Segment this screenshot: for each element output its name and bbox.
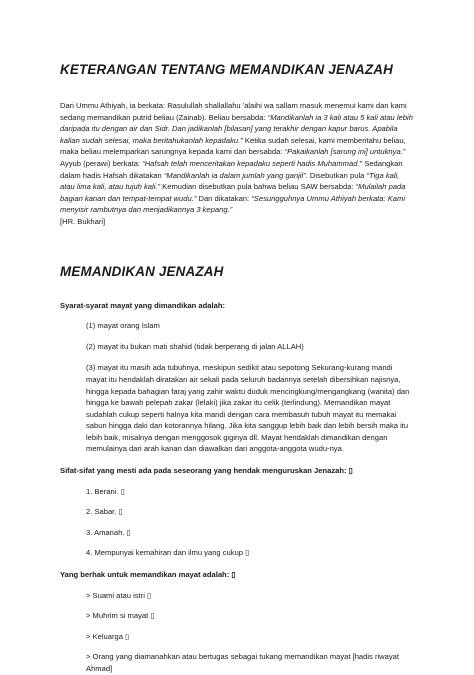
- hadith-quote: “Pakaikanlah [sarung ini] untuknya.”: [284, 147, 406, 157]
- hadith-text: Disebutkan pula: [307, 170, 367, 180]
- hadith-text: Ayyub (perawi) berkata:: [60, 158, 143, 168]
- hadith-text: Sedangkan dalam hadis Hafsah dikatakan: [60, 158, 403, 180]
- section-title-memandikan: MEMANDIKAN JENAZAH: [60, 263, 224, 279]
- list-item: 2. Sabar. ▯: [86, 507, 123, 517]
- list-item: > Keluarga ▯: [86, 631, 130, 641]
- hadith-text: Dan dikatakan:: [196, 193, 252, 203]
- berhak-heading: Yang berhak untuk memandikan mayat adalah: ▯: [60, 570, 236, 580]
- sifat-heading: Sifat-sifat yang mesti ada pada seseorang yang hendak menguruskan Jenazah: ▯: [60, 466, 353, 476]
- list-item: (2) mayat itu bukan mati shahid (tidak berperang di jalan ALLAH): [86, 341, 304, 351]
- hadith-text: Kemudian disebutkan pula bahwa beliau SAW bersabda:: [160, 182, 356, 192]
- list-item: 1. Berani. ▯: [86, 486, 125, 496]
- hadith-text: Ketika sudah selesai, kami memberitahu beliau, maka beliau melemparkan sarungnya kepada kami dan bersabda:: [60, 135, 406, 157]
- hadith-source: [HR. Bukhari]: [60, 216, 106, 226]
- list-item: > Muhrim si mayat ▯: [86, 611, 155, 621]
- hadith-quote: “Mandikanlah ia 3 kali atau 5 kali atau lebih daripada itu dengan air dan Sidr. Dan jadikanlah [bilasan] yang terakhir dengan kapur barus. Apabila kalian sudah selesai, maka beritahukanlah kepadaku.”: [60, 112, 413, 145]
- hadith-quote: “Mandikanlah ia dalam jumlah yang ganjil”.: [163, 170, 308, 180]
- list-item: 4. Mempunyai kemahiran dan ilmu yang cukup ▯: [86, 548, 250, 558]
- section-title-keterangan: KETERANGAN TENTANG MEMANDIKAN JENAZAH: [60, 62, 393, 77]
- list-item: (3) mayat itu masih ada tubuhnya, meskipun sedikit atau sepotong Sekurang-kurang mandi mayat itu hendaklah diratakan air sekali pada seluruh badannya setelah dibersihkan najisnya, hingga kepada bahagian faraj yang zahir waktu duduk mencingkung/mengangkang (wanita) dan hingga ke bawah pelepah zakar (lelaki) jika zakar itu celik (terlindung). Memandikan mayat sudahlah cukup seperti halnya kita mandi dengan cara membasuh tubuh mayat itu memakai sabun hingga daki dan kotorannya hilang. Jika kita sanggup lebih baik dan lebih bersih maka itu lebih baik, misalnya dengan menggosok giginya dll. Mayat hendaklah dimandikan dengan memulainya dari arah kanan dan diawalkan dari anggota-anggota wudu-nya.: [86, 363, 410, 454]
- hadith-quote: “Mulailah pada bagian kanan dan tempat-tempat wudu.”: [60, 182, 406, 203]
- list-item: (1) mayat orang Islam: [86, 321, 160, 331]
- list-item: > Suami atau istri ▯: [86, 590, 152, 600]
- hadith-paragraph: [60, 100, 414, 228]
- hadith-quote: “Sesungguhnya Ummu Athiyah berkata: Kami menyisir rambutnya dan menjadikannya 3 kepang.”: [60, 193, 406, 215]
- list-item: 3. Amanah. ▯: [86, 527, 131, 537]
- hadith-quote: “Tiga kali, atau lima kali, atau tujuh kali.”: [60, 170, 400, 192]
- list-item: > Orang yang diamanahkan atau bertugas sebagai tukang memandikan mayat [hadis riwayat Ahmad]: [86, 652, 400, 673]
- hadith-quote: “Hafsah telah menceritakan kepadaku seperti hadis Muhammad.”: [142, 158, 363, 168]
- syarat-heading: Syarat-syarat mayat yang dimandikan adalah:: [60, 300, 226, 310]
- hadith-text: Dari Ummu Athiyah, ia berkata: Rasulullah shallallahu 'alaihi wa sallam masuk menemui kami dan kami sedang memandikan putrid beliau (Zainab). Beliau bersabda:: [60, 101, 407, 122]
